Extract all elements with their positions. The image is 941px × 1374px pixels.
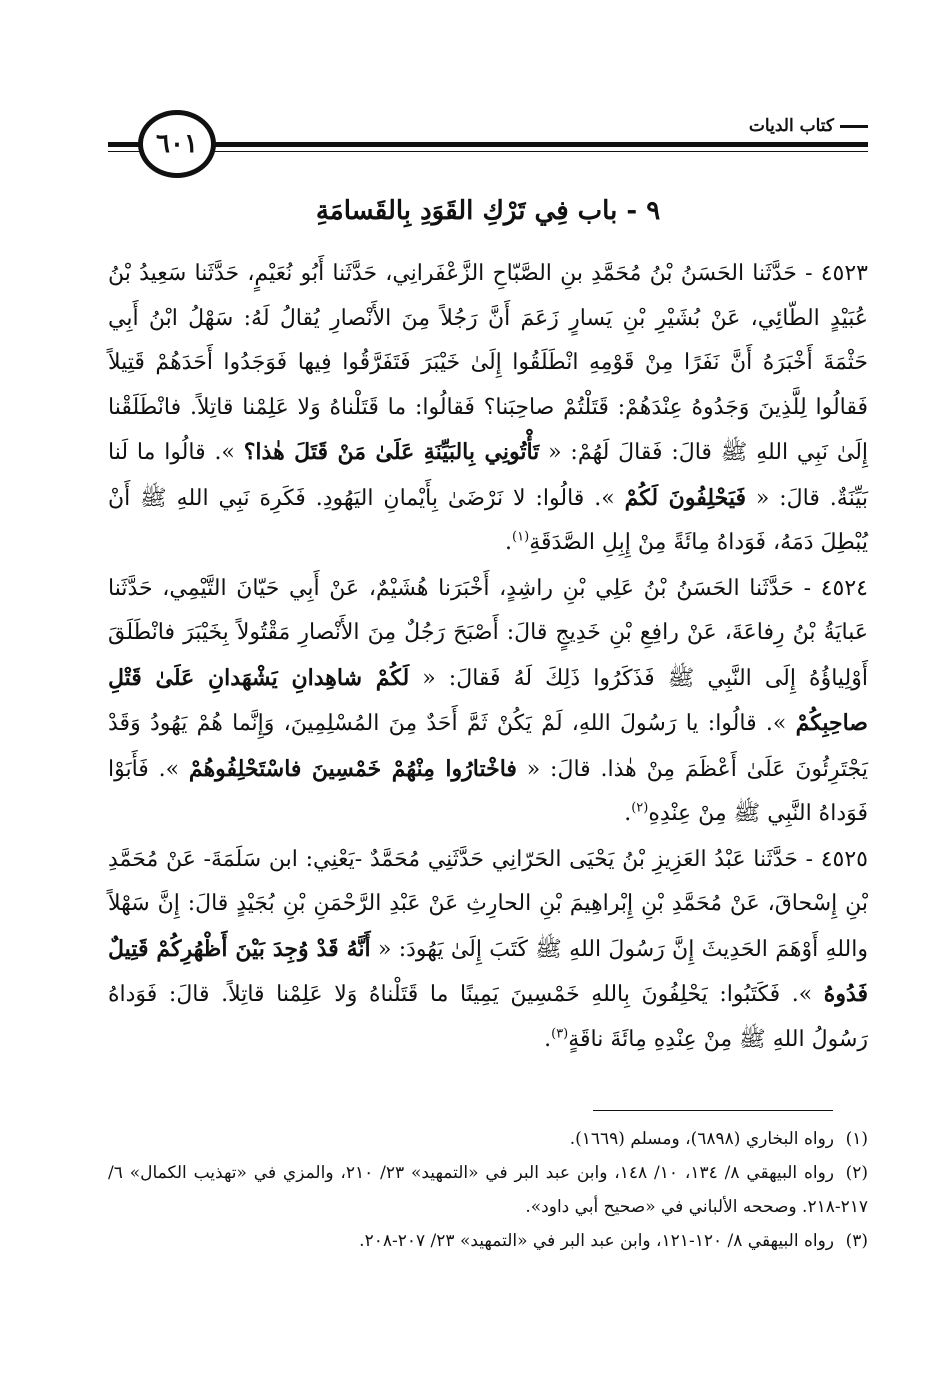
book-title-text: كتاب الديات (748, 116, 834, 136)
page-header (108, 110, 868, 180)
hadith-text: - حَدَّثَنا الحَسَنُ بْنُ مُحَمَّدِ بنِ الصَّبّاحِ الزَّعْفَرانِي، حَدَّثَنا أَبُو نُعَيْمٍ، حَدَّثَنا سَعِيدُ بْنُ عُبَيْدٍ الطّائِي، عَنْ بُشَيْرِ بْنِ يَسارٍ زَعَمَ أَنَّ رَجُلاً مِنَ الأَنْصارِ يُقالُ لَهُ: سَهْلُ ابْنُ أَبِي حَثْمَةَ أَخْبَرَهُ أَنَّ نَفَرًا مِنْ قَوْمِهِ انْطَلَقُوا إِلَىٰ خَيْبَرَ فَتَفَرَّقُوا فِيها فَوَجَدُوا أَحَدَهُمْ قَتِيلاً فَقالُوا لِلَّذِينَ وَجَدُوهُ عِنْدَهُمْ: قَتَلْتُمْ صاحِبَنا؟ فَقالُوا: ما قَتَلْناهُ وَلا عَلِمْنا قاتِلاً. فانْطَلَقْنا إِلَىٰ نَبِي اللهِ ﷺ قالَ: فَقالَ لَهُمْ: « (108, 261, 869, 465)
hadith-text: ». فَكَتَبُوا: يَحْلِفُونَ بِاللهِ خَمْسِينَ يَمِينًا ما قَتَلْناهُ وَلا عَلِمْنا قاتِلاً. قالَ: فَوَداهُ رَسُولُ اللهِ ﷺ مِنْ عِنْدِهِ مِائَةَ ناقَةٍ (108, 982, 868, 1052)
footnotes (108, 1122, 868, 1258)
header-rule (108, 142, 868, 147)
hadith-text: ». قالُوا: لا نَرْضَىٰ بِأَيْمانِ اليَهُودِ. فَكَرِهَ نَبِي اللهِ ﷺ أَنْ يُبْطِلَ دَمَهُ، فَوَداهُ مِائَةً مِنْ إِبِلِ الصَّدَقَةِ (108, 485, 868, 555)
hadith-number: ٤٥٢٣ (820, 261, 868, 286)
footnote-mark: (١) (845, 1129, 868, 1149)
footnote-mark: (٢) (845, 1163, 868, 1183)
footnote-reference[interactable]: (٢) (631, 800, 649, 816)
prophetic-quote: لَكُمْ شاهِدانِ يَشْهَدانِ عَلَىٰ قَتْلِ صاحِبِكُمْ (108, 664, 868, 736)
footnote-item (108, 1122, 868, 1156)
chapter-title: ٩ - باب فِي تَرْكِ القَوَدِ بِالقَسامَةِ (315, 196, 661, 226)
footnote-reference[interactable]: (١) (512, 529, 530, 545)
hadith-text: ». قالُوا: يا رَسُولَ اللهِ، لَمْ يَكُنْ ثَمَّ أَحَدٌ مِنَ المُسْلِمِينَ، وَإِنَّما هُمْ يَهُودُ وَقَدْ يَجْتَرِئُونَ عَلَىٰ أَعْظَمَ مِنْ هٰذا. قالَ: « (108, 711, 868, 782)
hadith-paragraph: ٤٥٢٥ - حَدَّثَنا عَبْدُ العَزِيزِ بْنُ يَحْيَى الحَرّانِي حَدَّثَنِي مُحَمَّدٌ -يَعْنِي: ابن سَلَمَةَ- عَنْ مُحَمَّدِ بْنِ إِسْحاقَ، عَنْ مُحَمَّدِ بْنِ إِبْراهِيمَ بْنِ الحارِثِ عَنْ عَبْدِ الرَّحْمَنِ بْنِ بُجَيْدٍ قالَ: إِنَّ سَهْلاً واللهِ أَوْهَمَ الحَدِيثَ إِنَّ رَسُولَ اللهِ ﷺ كَتَبَ إِلَىٰ يَهُودَ: « أَنَّهُ قَدْ وُجِدَ بَيْنَ أَظْهُرِكُمْ قَتِيلٌ فَدُوهُ ». فَكَتَبُوا: يَحْلِفُونَ بِاللهِ خَمْسِينَ يَمِينًا ما قَتَلْناهُ وَلا عَلِمْنا قاتِلاً. قالَ: فَوَداهُ رَسُولُ اللهِ ﷺ مِنْ عِنْدِهِ مِائَةَ ناقَةٍ$^{(٣)}$. (108, 846, 869, 1052)
footnote-separator (593, 1110, 833, 1111)
hadith-number: ٤٥٢٤ (820, 575, 868, 601)
page-number: ٦٠١ (138, 110, 216, 178)
footnote-reference[interactable]: (٣) (551, 1026, 569, 1042)
hadith-text: ». فَأَبَوْا فَوَداهُ النَّبِي ﷺ مِنْ عِنْدِهِ (108, 756, 868, 826)
prophetic-quote: تَأْتُونِي بِالبَيِّنَةِ عَلَىٰ مَنْ قَتَلَ هٰذا؟ (243, 439, 540, 465)
footnote-item (108, 1156, 868, 1224)
prophetic-quote: فاخْتارُوا مِنْهُمْ خَمْسِينَ فاسْتَحْلِفُوهُمْ (188, 755, 517, 782)
footnote-item (108, 1224, 868, 1258)
hadith-text: ». قالُوا ما لَنا بَيِّنَةٌ. قالَ: « (108, 440, 868, 511)
hadith-text: - حَدَّثَنا الحَسَنُ بْنُ عَلِي بْنِ راشِدٍ، أَخْبَرَنا هُشَيْمٌ، عَنْ أَبِي حَيّانَ التَّيْمِي، حَدَّثَنا عَبايَةُ بْنُ رِفاعَةَ، عَنْ رافِعِ بْنِ خَدِيجٍ قالَ: أَصْبَحَ رَجُلٌ مِنَ الأَنْصارِ مَقْتُولاً بِخَيْبَرَ فانْطَلَقَ أَوْلِياؤُهُ إِلَى النَّبِي ﷺ فَذَكَرُوا ذَلِكَ لَهُ فَقالَ: « (108, 575, 868, 691)
prophetic-quote: فَيَحْلِفُونَ لَكُمْ (624, 484, 746, 511)
footnote-mark: (٣) (845, 1231, 868, 1251)
main-text (108, 252, 868, 1063)
title-dash (840, 125, 868, 128)
hadith-text: - حَدَّثَنا عَبْدُ العَزِيزِ بْنُ يَحْيَى الحَرّانِي حَدَّثَنِي مُحَمَّدٌ -يَعْنِي: ابن سَلَمَةَ- عَنْ مُحَمَّدِ بْنِ إِسْحاقَ، عَنْ مُحَمَّدِ بْنِ إِبْراهِيمَ بْنِ الحارِثِ عَنْ عَبْدِ الرَّحْمَنِ بْنِ بُجَيْدٍ قالَ: إِنَّ سَهْلاً واللهِ أَوْهَمَ الحَدِيثَ إِنَّ رَسُولَ اللهِ ﷺ كَتَبَ إِلَىٰ يَهُودَ: « (108, 846, 868, 962)
footnote-text: رواه البيهقي ٨/ ١٣٤، ١٠/ ١٤٨، وابن عبد البر في «التمهيد» ٢٣/ ٢١٠، والمزي في «تهذيب الكمال» ٦/ ٢١٧-٢١٨. وصححه الألباني في «صحيح أبي داود». (108, 1163, 868, 1217)
book-title (739, 116, 868, 136)
hadith-number: ٤٥٢٥ (820, 846, 868, 872)
footnote-text: رواه البخاري (٦٨٩٨)، ومسلم (١٦٦٩). (569, 1129, 834, 1149)
footnote-text: رواه البيهقي ٨/ ١٢٠-١٢١، وابن عبد البر في «التمهيد» ٢٣/ ٢٠٧-٢٠٨. (359, 1231, 834, 1251)
hadith-paragraph: ٤٥٢٣ - حَدَّثَنا الحَسَنُ بْنُ مُحَمَّدِ بنِ الصَّبّاحِ الزَّعْفَرانِي، حَدَّثَنا أَبُو نُعَيْمٍ، حَدَّثَنا سَعِيدُ بْنُ عُبَيْدٍ الطّائِي، عَنْ بُشَيْرِ بْنِ يَسارٍ زَعَمَ أَنَّ رَجُلاً مِنَ الأَنْصارِ يُقالُ لَهُ: سَهْلُ ابْنُ أَبِي حَثْمَةَ أَخْبَرَهُ أَنَّ نَفَرًا مِنْ قَوْمِهِ انْطَلَقُوا إِلَىٰ خَيْبَرَ فَتَفَرَّقُوا فِيها فَوَجَدُوا أَحَدَهُمْ قَتِيلاً فَقالُوا لِلَّذِينَ وَجَدُوهُ عِنْدَهُمْ: قَتَلْتُمْ صاحِبَنا؟ فَقالُوا: ما قَتَلْناهُ وَلا عَلِمْنا قاتِلاً. فانْطَلَقْنا إِلَىٰ نَبِي اللهِ ﷺ قالَ: فَقالَ لَهُمْ: « تَأْتُونِي بِالبَيِّنَةِ عَلَىٰ مَنْ قَتَلَ هٰذا؟ ». قالُوا ما لَنا بَيِّنَةٌ. قالَ: « فَيَحْلِفُونَ لَكُمْ ». قالُوا: لا نَرْضَىٰ بِأَيْمانِ اليَهُودِ. فَكَرِهَ نَبِي اللهِ ﷺ أَنْ يُبْطِلَ دَمَهُ، فَوَداهُ مِائَةً مِنْ إِبِلِ الصَّدَقَةِ$^{(١)}$. (108, 261, 869, 555)
prophetic-quote: أَنَّهُ قَدْ وُجِدَ بَيْنَ أَظْهُرِكُمْ قَتِيلٌ فَدُوهُ (108, 935, 869, 1007)
hadith-paragraph: ٤٥٢٤ - حَدَّثَنا الحَسَنُ بْنُ عَلِي بْنِ راشِدٍ، أَخْبَرَنا هُشَيْمٌ، عَنْ أَبِي حَيّانَ التَّيْمِي، حَدَّثَنا عَبايَةُ بْنُ رِفاعَةَ، عَنْ رافِعِ بْنِ خَدِيجٍ قالَ: أَصْبَحَ رَجُلٌ مِنَ الأَنْصارِ مَقْتُولاً بِخَيْبَرَ فانْطَلَقَ أَوْلِياؤُهُ إِلَى النَّبِي ﷺ فَذَكَرُوا ذَلِكَ لَهُ فَقالَ: « لَكُمْ شاهِدانِ يَشْهَدانِ عَلَىٰ قَتْلِ صاحِبِكُمْ ». قالُوا: يا رَسُولَ اللهِ، لَمْ يَكُنْ ثَمَّ أَحَدٌ مِنَ المُسْلِمِينَ، وَإِنَّما هُمْ يَهُودُ وَقَدْ يَجْتَرِئُونَ عَلَىٰ أَعْظَمَ مِنْ هٰذا. قالَ: « فاخْتارُوا مِنْهُمْ خَمْسِينَ فاسْتَحْلِفُوهُمْ ». فَأَبَوْا فَوَداهُ النَّبِي ﷺ مِنْ عِنْدِهِ$^{(٢)}$. (108, 575, 868, 826)
header-rule-thin (108, 151, 868, 152)
